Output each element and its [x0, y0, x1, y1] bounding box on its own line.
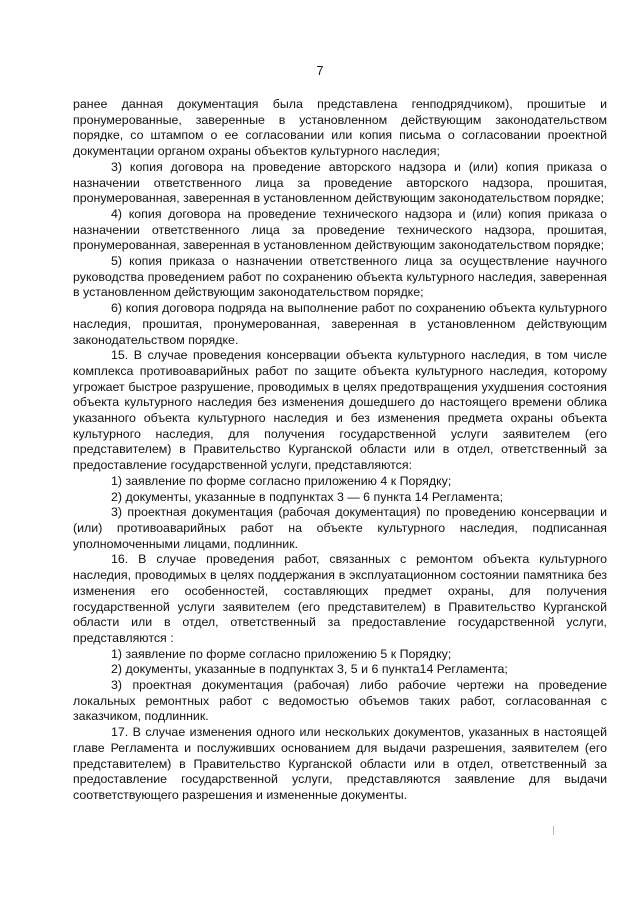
paragraph-clause-15-item-2: 2) документы, указанные в подпунктах 3 — 6 пункта 14 Регламента; [111, 489, 504, 504]
scan-speck [553, 826, 554, 835]
paragraph-clause-15-item-1: 1) заявление по форме согласно приложению 4 к Порядку; [111, 473, 452, 488]
paragraph-clause-16: 16. В случае проведения работ, связанных с ремонтом объекта культурного наследия, проводимых в целях поддержания в эксплуатационном состоянии памятника без изменения его особенностей, составляющих предмет охраны, для получения государственной услуги заявителем (его представителем) в Правительство Курганской области или в отдел, ответственный за предоставление государственной услуги, представляются : [73, 552, 607, 645]
paragraph-item-5-scientific-management: 5) копия приказа о назначении ответственного лица за осуществление научного руководства проведением работ по сохранению объекта культурного наследия, заверенная в установленном действующим законодательством порядке; [73, 254, 607, 300]
paragraph-clause-17: 17. В случае изменения одного или нескольких документов, указанных в настоящей главе Регламента и послуживших основанием для выдачи разрешения, заявителем (его представителем) в Правительство Курганской области или в отдел, ответственный за предоставление государственной услуги, представляются заявление для выдачи соответствующего разрешения и измененные документы. [73, 725, 607, 802]
paragraph-item-4-technical-supervision: 4) копия договора на проведение технического надзора и (или) копия приказа о назначении ответственного лица за проведение технического надзора, прошитая, пронумерованная, заверенная в установленном действующим законодательством порядке; [73, 206, 607, 253]
paragraph-clause-16-item-2: 2) документы, указанные в подпунктах 3, 5 и 6 пункта14 Регламента; [111, 662, 508, 677]
paragraph-clause-16-item-1: 1) заявление по форме согласно приложению 5 к Порядку; [111, 646, 452, 661]
paragraph-clause-15-item-3: 3) проектная документация (рабочая документация) по проведению консервации и (или) противоаварийных работ на объекте культурного наследия, подписанная уполномоченными лицами, подлинник. [73, 505, 607, 551]
paragraph-clause-15: 15. В случае проведения консервации объекта культурного наследия, в том числе комплекса противоаварийных работ по защите объекта культурного наследия, которому угрожает быстрое разрушение, проводимых в целях предотвращения ухудшения состояния объекта культурного наследия без изменения дошедшего до настоящего времени облика указанного объекта культурного наследия и без изменения предмета охраны объекта культурного наследия, для получения государственной услуги заявителем (его представителем) в Правительство Курганской области или в отдел, ответственный за предоставление государственной услуги, представляются: [73, 348, 607, 473]
paragraph-clause-16-item-3: 3) проектная документация (рабочая) либо рабочие чертежи на проведение локальных ремонтных работ с ведомостью объемов таких работ, согласованная с заказчиком, подлинник. [73, 678, 607, 724]
paragraph-continuation: ранее данная документация была представлена генподрядчиком), прошитые и пронумерованные, заверенные в установленном действующим законодательством порядке, со штампом о ее согласовании или копия письма о согласовании проектной документации органом охраны объектов культурного наследия; [73, 97, 607, 159]
paragraph-item-3-author-supervision: 3) копия договора на проведение авторского надзора и (или) копия приказа о назначении ответственного лица за проведение авторского надзора, прошитая, пронумерованная, заверенная в установленном действующим законодательством порядке; [73, 159, 607, 206]
page-number: 7 [316, 64, 324, 78]
document-body [73, 97, 607, 804]
paragraph-item-6-contract: 6) копия договора подряда на выполнение работ по сохранению объекта культурного наследия, прошитая, пронумерованная, заверенная в установленном действующим законодательством порядке. [73, 301, 607, 347]
